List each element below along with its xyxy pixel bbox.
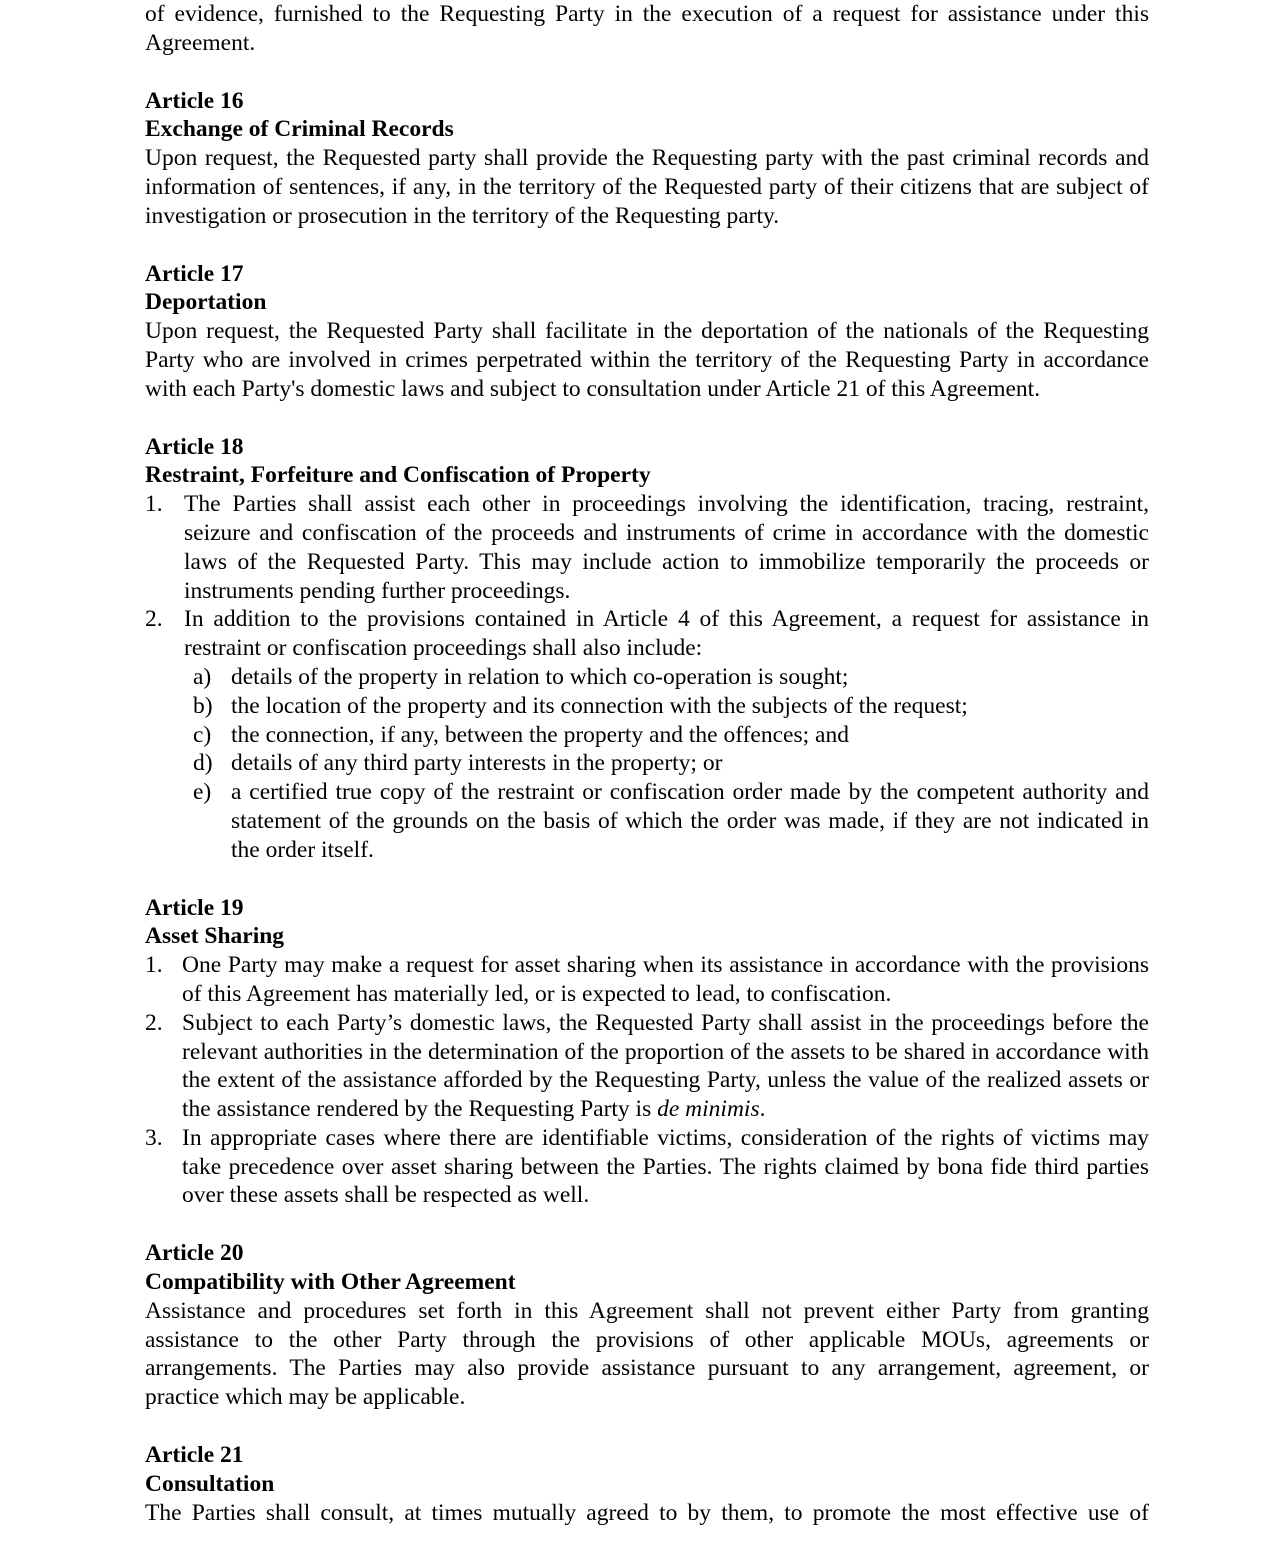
sub-list-item-text: details of the property in relation to which co-operation is sought; <box>231 663 849 690</box>
article-body: Upon request, the Requested party shall provide the Requesting party with the past criminal records and information of sentences, if any, in the territory of the Requested party of their citizens that are subject of investigation or prosecution in the territory of the Requesting party. <box>145 145 1149 229</box>
list-item <box>145 951 1149 1009</box>
list-item-number: 2. <box>145 606 163 633</box>
article-title: Consultation <box>145 1470 275 1497</box>
list-item <box>145 1124 1149 1210</box>
lettered-list <box>184 663 1149 865</box>
article-number: Article 21 <box>145 1442 244 1469</box>
article-20 <box>145 1239 1149 1412</box>
list-item <box>145 490 1149 605</box>
sub-list-item-text: a certified true copy of the restraint or confiscation order made by the competent authority and statement of the grounds on the basis of which the order was made, if they are not indicated in the order itself. <box>231 779 1149 863</box>
list-item <box>145 605 1149 864</box>
sub-list-item <box>183 749 1149 778</box>
sub-list-item-text: the location of the property and its connection with the subjects of the request; <box>231 692 968 719</box>
list-item-number: 1. <box>145 952 163 979</box>
article-number: Article 17 <box>145 260 244 287</box>
list-item-text: The Parties shall assist each other in proceedings involving the identification, tracing, restraint, seizure and confiscation of the proceeds and instruments of crime in accordance with the domestic laws of the Requested Party. This may include action to immobilize temporarily the proceeds or instruments pending further proceedings. <box>184 491 1149 604</box>
sub-list-item <box>183 692 1149 721</box>
article-number: Article 20 <box>145 1240 244 1267</box>
list-item-text: Subject to each Party’s domestic laws, the Requested Party shall assist in the proceedings before the relevant authorities in the determination of the proportion of the assets to be shared in accordance with the extent of the assistance afforded by the Requesting Party, unless the value of the realized assets or the assistance rendered by the Requesting Party is <box>182 1009 1149 1123</box>
sub-list-item-letter: a) <box>193 663 212 690</box>
article-21 <box>145 1441 1149 1527</box>
numbered-list <box>145 490 1149 864</box>
article-number: Article 19 <box>145 894 244 921</box>
article-body: Assistance and procedures set forth in this Agreement shall not prevent either Party from granting assistance to the other Party through the provisions of other applicable MOUs, agreements or arrangements. The Parties may also provide assistance pursuant to any arrangement, agreement, or practice which may be applicable. <box>145 1297 1149 1411</box>
list-item-text-end: . <box>759 1096 766 1123</box>
sub-list-item-letter: b) <box>193 692 213 719</box>
sub-list-item-text: details of any third party interests in the property; or <box>231 750 723 777</box>
article-19 <box>145 894 1149 1211</box>
list-item-number: 1. <box>145 491 163 518</box>
article-18 <box>145 433 1149 865</box>
article-number: Article 18 <box>145 433 244 460</box>
article-title: Asset Sharing <box>145 923 285 950</box>
document-page <box>145 0 1149 1527</box>
sub-list-item-text: the connection, if any, between the property and the offences; and <box>231 721 849 748</box>
article-title: Restraint, Forfeiture and Confiscation of Property <box>145 462 651 489</box>
list-item-number: 3. <box>145 1124 163 1151</box>
article-body: The Parties shall consult, at times mutually agreed to by them, to promote the most effective use of <box>145 1499 1149 1526</box>
article-17 <box>145 260 1149 404</box>
article-title: Exchange of Criminal Records <box>145 116 454 143</box>
list-item-number: 2. <box>145 1009 163 1036</box>
list-item <box>145 1009 1149 1124</box>
list-item-text: One Party may make a request for asset sharing when its assistance in accordance with the provisions of this Agreement has materially led, or is expected to lead, to confiscation. <box>182 952 1149 1007</box>
article-title: Deportation <box>145 289 267 316</box>
sub-list-item-letter: e) <box>193 779 212 806</box>
sub-list-item-letter: c) <box>193 721 212 748</box>
sub-list-item-letter: d) <box>193 750 213 777</box>
sub-list-item <box>183 778 1149 864</box>
numbered-list <box>145 951 1149 1210</box>
intro-paragraph: of evidence, furnished to the Requesting Party in the execution of a request for assistance under this Agreement. <box>145 1 1149 56</box>
list-item-text: In appropriate cases where there are identifiable victims, consideration of the rights of victims may take precedence over asset sharing between the Parties. The rights claimed by bona fide third parties over these assets shall be respected as well. <box>182 1124 1149 1209</box>
article-title: Compatibility with Other Agreement <box>145 1269 516 1296</box>
article-number: Article 16 <box>145 87 244 114</box>
list-item-text: In addition to the provisions contained in Article 4 of this Agreement, a request for assistance in restraint or confiscation proceedings shall also include: <box>184 606 1149 662</box>
article-body: Upon request, the Requested Party shall facilitate in the deportation of the nationals of the Requesting Party who are involved in crimes perpetrated within the territory of the Requesting Party in accordance with each Party's domestic laws and subject to consultation under Article 21 of this Agreement. <box>145 318 1149 402</box>
sub-list-item <box>183 721 1149 750</box>
italic-term: de minimis <box>657 1096 760 1123</box>
article-16 <box>145 87 1149 231</box>
sub-list-item <box>183 663 1149 692</box>
